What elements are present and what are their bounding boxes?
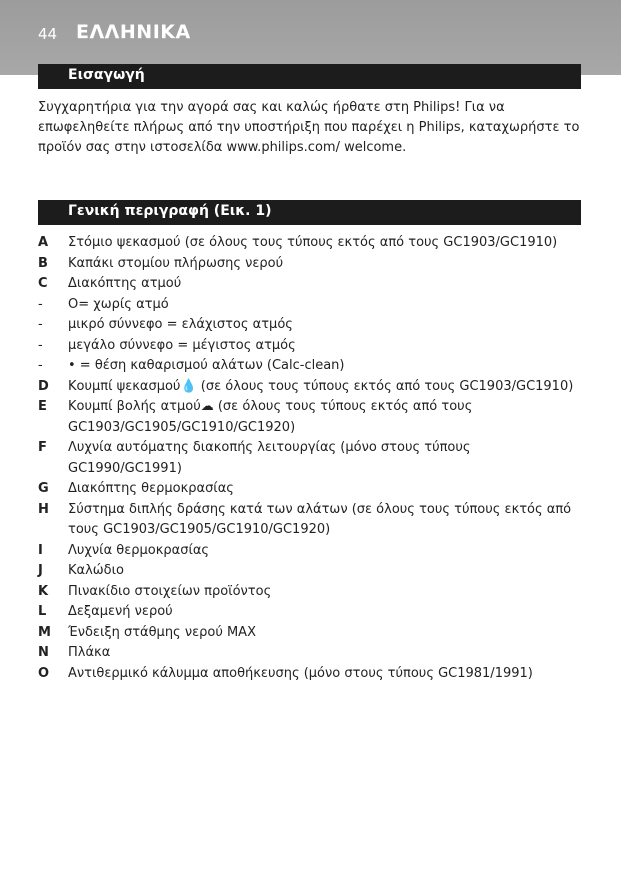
list-item <box>38 500 583 541</box>
list-item <box>38 295 583 316</box>
item-marker: J <box>38 563 43 578</box>
item-marker: L <box>38 604 47 619</box>
section-title-description: Γενική περιγραφή (Εικ. 1) <box>68 203 272 219</box>
item-marker: H <box>38 501 49 517</box>
item-text: Αντιθερμικό κάλυμμα αποθήκευσης (μόνο στους τύπους GC1981/1991) <box>68 665 533 681</box>
item-text: μεγάλο σύννεφο = μέγιστος ατμός <box>68 337 296 353</box>
item-text: Σύστημα διπλής δράσης κατά των αλάτων (σε όλους τους τύπους εκτός από τους GC1903/GC1905/GC1910/GC1920) <box>68 501 572 537</box>
item-marker: A <box>38 235 49 250</box>
item-marker: E <box>38 399 47 414</box>
item-marker: K <box>38 583 49 599</box>
item-text: Στόμιο ψεκασμού (σε όλους τους τύπους εκτός από τους GC1903/GC1910) <box>68 235 558 250</box>
item-text: Καλώδιο <box>68 563 124 578</box>
list-item <box>38 664 583 685</box>
item-text: μικρό σύννεφο = ελάχιστος ατμός <box>68 317 293 332</box>
item-text: Κουμπί βολής ατμού☁ (σε όλους τους τύπους εκτός από τους GC1903/GC1905/GC1910/GC1920) <box>68 399 473 435</box>
item-marker: - <box>38 337 43 353</box>
language-title: ΕΛΛΗΝΙΚΑ <box>76 21 191 43</box>
item-marker: - <box>38 317 43 332</box>
item-marker: D <box>38 378 49 394</box>
list-item <box>38 397 583 438</box>
item-marker: N <box>38 645 49 660</box>
list-item <box>38 438 583 479</box>
item-text: Ένδειξη στάθμης νερού MAX <box>68 624 256 640</box>
list-item <box>38 274 583 295</box>
section-bar-introduction <box>38 64 581 89</box>
item-text: • = θέση καθαρισμού αλάτων (Calc-clean) <box>68 358 345 373</box>
section-title-introduction: Εισαγωγή <box>68 67 145 83</box>
item-marker: B <box>38 255 48 271</box>
item-marker: M <box>38 624 51 640</box>
item-text: Λυχνία θερμοκρασίας <box>68 542 210 558</box>
list-item <box>38 602 583 623</box>
item-text: O= χωρίς ατμό <box>68 296 169 312</box>
item-text: Δεξαμενή νερού <box>68 604 173 619</box>
parts-list <box>38 233 583 684</box>
list-item <box>38 356 583 377</box>
list-item <box>38 315 583 336</box>
list-item <box>38 582 583 603</box>
item-marker: C <box>38 276 48 291</box>
page-number: 44 <box>38 25 58 43</box>
section-bar-description <box>38 200 581 225</box>
item-text: Κουμπί ψεκασμού💧 (σε όλους τους τύπους εκτός από τους GC1903/GC1910) <box>68 378 574 394</box>
item-marker: O <box>38 665 50 681</box>
item-marker: I <box>38 542 43 558</box>
list-item <box>38 336 583 357</box>
list-item <box>38 561 583 582</box>
item-text: Λυχνία αυτόματης διακοπής λειτουργίας (μόνο στους τύπους GC1990/GC1991) <box>68 440 471 476</box>
list-item <box>38 541 583 562</box>
item-text: Πινακίδιο στοιχείων προϊόντος <box>68 583 272 599</box>
item-marker: G <box>38 481 49 496</box>
list-item <box>38 254 583 275</box>
list-item <box>38 623 583 644</box>
item-text: Διακόπτης θερμοκρασίας <box>68 481 234 496</box>
list-item <box>38 479 583 500</box>
item-marker: - <box>38 358 43 373</box>
list-item <box>38 643 583 664</box>
item-marker: - <box>38 296 43 312</box>
item-text: Πλάκα <box>68 645 111 660</box>
intro-paragraph: Συγχαρητήρια για την αγορά σας και καλώς ήρθατε στη Philips! Για να επωφεληθείτε πλήρως από την υποστήριξη που παρέχει η Philips, καταχωρήστε το προϊόν σας στην ιστοσελίδα www.philips.com/ welcome. <box>38 100 580 155</box>
list-item <box>38 377 583 398</box>
list-item <box>38 233 583 254</box>
item-marker: F <box>38 440 47 455</box>
item-text: Διακόπτης ατμού <box>68 276 182 291</box>
item-text: Καπάκι στομίου πλήρωσης νερού <box>68 255 284 271</box>
